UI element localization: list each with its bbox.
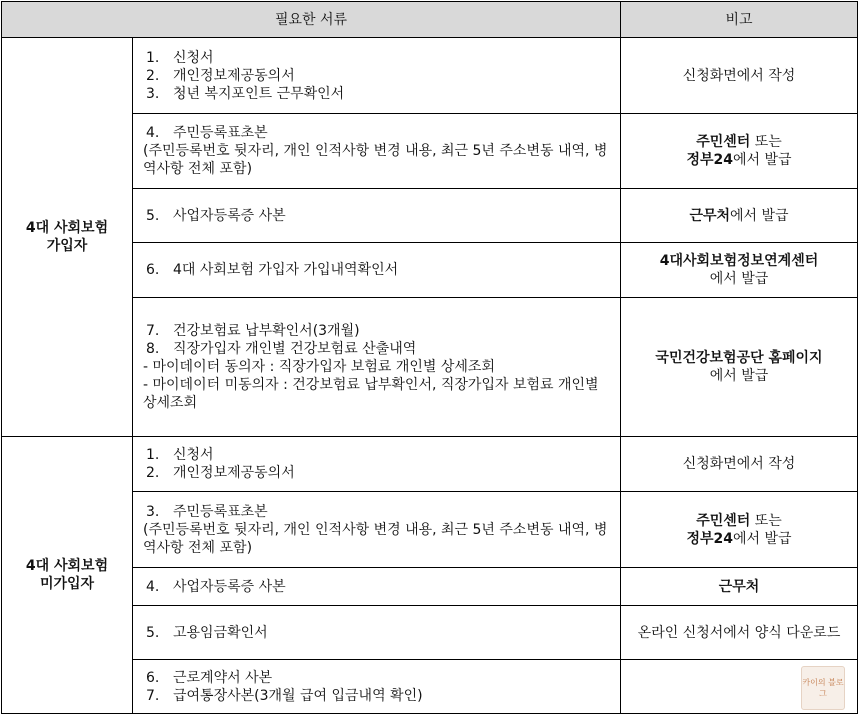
remark-line [627,455,851,473]
document-line [143,67,610,85]
document-line [143,261,610,279]
blog-watermark-stamp: 카이의 블로그 [801,666,845,710]
remark-cell [621,568,858,606]
item-text: 직장가입자 개인별 건강보험료 산출내역 [173,341,417,357]
group-label-line: 미가입자 [39,576,95,592]
remark-cell [621,606,858,660]
remark-emphasis: 4대사회보험정보연계센터 [659,253,819,269]
document-line [143,358,610,376]
documents-cell [133,298,621,437]
document-line [143,142,610,178]
documents-cell [133,660,621,714]
remark-emphasis: 근무처 [689,207,731,224]
documents-cell [133,114,621,189]
remark-text: 에서 발급 [733,152,792,168]
remark-cell [621,492,858,568]
item-text: 급여통장사본(3개월 급여 입금내역 확인) [173,687,423,704]
item-text: 개인정보제공동의서 [173,465,295,481]
required-documents-table [1,1,858,714]
remark-text: 에서 발급 [730,207,789,224]
item-text: 주민등록표초본 [173,503,268,520]
item-number: 7. [146,687,160,704]
remark-text: 신청화면에서 작성 [682,67,796,84]
header-remark: 비고 [621,2,858,38]
group-label [2,437,133,714]
document-line [143,124,610,142]
document-line [143,340,610,358]
item-text: 사업자등록증 사본 [173,578,286,595]
item-text: 청년 복지포인트 근무확인서 [173,85,345,102]
document-line [143,464,610,482]
remark-emphasis: 정부24 [686,152,733,168]
remark-line [627,530,851,548]
item-text: 고용임금확인서 [173,624,268,641]
remark-text: 에서 발급 [709,368,769,384]
item-text: 건강보험료 납부확인서(3개월) [173,323,360,339]
table-row [2,38,858,114]
remark-line [627,252,851,270]
item-number: 7. [146,323,160,339]
remark-line [627,367,851,385]
table-row [2,437,858,492]
remark-cell [621,114,858,189]
item-text: 주민등록표초본 [173,125,268,141]
documents-cell [133,568,621,606]
group-label-line: 4대 사회보험 [25,558,109,574]
item-number: 1. [146,447,160,463]
item-text: - 마이데이터 동의자 : 직장가입자 보험료 개인별 상세조회 [143,359,495,375]
remark-cell [621,437,858,492]
item-text: 근로계약서 사본 [173,669,273,686]
remark-cell [621,243,858,298]
remark-line [627,270,851,288]
item-text: - 마이데이터 미동의자 : 건강보험료 납부확인서, 직장가입자 보험료 개인별 상세조회 [143,377,599,411]
remark-text: 에서 발급 [709,271,769,287]
document-line [143,578,610,596]
header-row [2,2,858,38]
document-line [143,376,610,412]
item-number: 6. [146,262,160,278]
document-line [143,669,610,687]
document-line [143,521,610,557]
remark-cell [621,38,858,114]
remark-text: 온라인 신청서에서 양식 다운로드 [637,624,841,641]
remark-line [627,133,851,151]
document-line [143,49,610,67]
documents-cell [133,492,621,568]
remark-text: 에서 발급 [733,530,792,547]
remark-line [627,207,851,225]
documents-cell [133,437,621,492]
remark-line [627,349,851,367]
documents-cell [133,189,621,243]
item-text: 4대 사회보험 가입자 가입내역확인서 [173,262,399,278]
document-line [143,85,610,103]
remark-text: 신청화면에서 작성 [682,456,796,472]
item-number: 5. [146,624,160,641]
item-text: (주민등록번호 뒷자리, 개인 인적사항 변경 내용, 최근 5년 주소변동 내역, 병역사항 전체 포함) [143,143,608,177]
remark-line [627,624,851,642]
item-number: 2. [146,465,160,481]
document-line [143,322,610,340]
documents-cell [133,243,621,298]
item-number: 1. [146,49,160,66]
remark-emphasis: 정부24 [686,530,733,547]
group-label-line: 4대 사회보험 [25,220,109,236]
item-number: 3. [146,503,160,520]
remark-text: 또는 [750,134,782,150]
document-line [143,446,610,464]
remark-cell [621,189,858,243]
item-text: 개인정보제공동의서 [173,67,295,84]
group-label-line: 가입자 [46,238,88,254]
item-number: 6. [146,669,160,686]
item-number: 4. [146,125,160,141]
remark-line [627,578,851,596]
item-number: 2. [146,67,160,84]
remark-emphasis: 주민센터 [696,134,751,150]
document-line [143,503,610,521]
remark-text: 또는 [750,512,782,529]
header-docs: 필요한 서류 [2,2,621,38]
remark-emphasis: 주민센터 [696,512,751,529]
item-number: 8. [146,341,160,357]
item-number: 3. [146,85,160,102]
item-number: 5. [146,207,160,224]
item-number: 4. [146,578,160,595]
group-label [2,38,133,437]
item-text: 신청서 [173,447,214,463]
remark-line [627,67,851,85]
remark-line [627,512,851,530]
documents-cell [133,606,621,660]
document-line [143,624,610,642]
item-text: 신청서 [173,49,214,66]
document-line [143,687,610,705]
remark-line [627,151,851,169]
documents-cell [133,38,621,114]
item-text: (주민등록번호 뒷자리, 개인 인적사항 변경 내용, 최근 5년 주소변동 내역, 병역사항 전체 포함) [143,521,608,556]
remark-emphasis: 근무처 [718,578,760,595]
remark-cell [621,298,858,437]
item-text: 사업자등록증 사본 [173,207,286,224]
document-line [143,207,610,225]
remark-emphasis: 국민건강보험공단 홈페이지 [655,350,823,366]
